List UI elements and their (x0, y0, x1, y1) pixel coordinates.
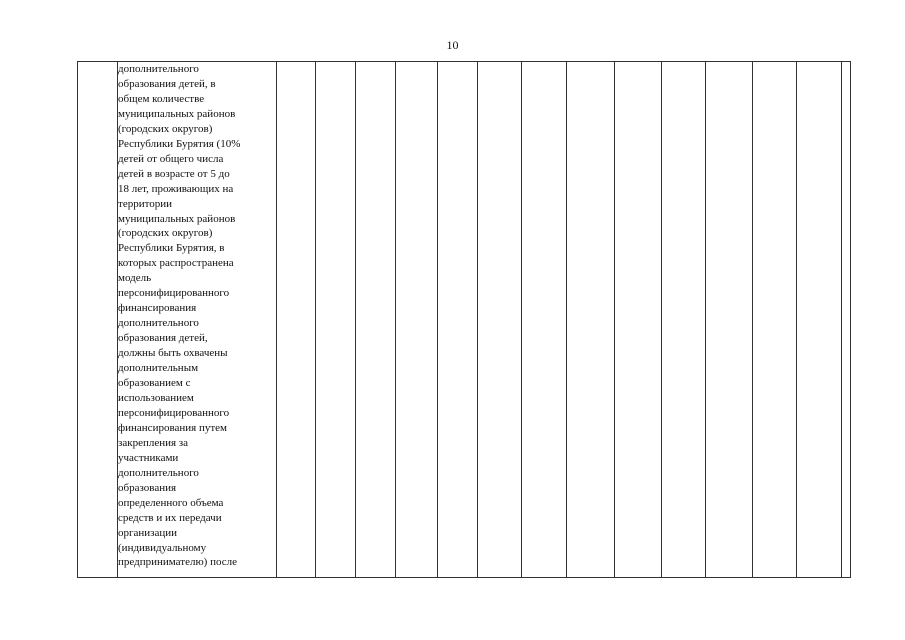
page-number: 10 (446, 38, 459, 52)
table-cell (566, 62, 614, 578)
text-line: дополнительным (118, 362, 199, 375)
table-cell (478, 62, 522, 578)
text-line: организации (118, 526, 178, 539)
text-line: муниципальных районов (118, 212, 236, 225)
text-line: образования детей, (118, 332, 208, 345)
text-line: (городских округов) (118, 122, 213, 135)
text-line: дополнительного (118, 466, 199, 479)
text-line: общем количестве (118, 92, 205, 105)
document-table (77, 61, 851, 578)
text-line: которых распространена (118, 257, 234, 270)
table-cell (797, 62, 842, 578)
text-line: детей в возрасте от 5 до (118, 167, 230, 180)
text-line: должны быть охвачены (118, 347, 228, 360)
text-line: финансирования путем (118, 421, 228, 434)
text-line: (городских округов) (118, 227, 213, 240)
text-line: модель (118, 272, 152, 285)
text-line: дополнительного (118, 63, 199, 75)
indicator-text-cell (118, 62, 277, 578)
text-line: образования детей, в (118, 77, 216, 90)
text-line: использованием (118, 391, 194, 404)
table-cell (438, 62, 478, 578)
text-line: Республики Бурятия (10% (118, 137, 241, 150)
text-line: участниками (118, 451, 179, 464)
table-cell (356, 62, 396, 578)
text-line: предпринимателю) после (118, 556, 237, 569)
table-cell (522, 62, 566, 578)
text-line: муниципальных районов (118, 107, 236, 120)
text-line: (индивидуальному (118, 541, 207, 554)
text-line: территории (118, 197, 173, 210)
text-line: дополнительного (118, 317, 199, 330)
table-row (78, 62, 851, 578)
table-cell (705, 62, 752, 578)
table-cell (842, 62, 851, 578)
text-line: финансирования (118, 302, 197, 315)
text-line: персонифицированного (118, 287, 230, 300)
table-cell (396, 62, 438, 578)
table-cell (752, 62, 796, 578)
text-line: Республики Бурятия, в (118, 242, 225, 255)
text-line: 18 лет, проживающих на (118, 182, 234, 195)
text-line: средств и их передачи (118, 511, 222, 524)
table-cell (78, 62, 118, 578)
text-line: закрепления за (118, 436, 189, 449)
table-cell (615, 62, 662, 578)
text-line: определенного объема (118, 496, 224, 509)
text-line: образования (118, 481, 177, 494)
table-cell (315, 62, 355, 578)
table-cell (662, 62, 705, 578)
text-line: образованием с (118, 377, 191, 390)
text-line: детей от общего числа (118, 152, 224, 165)
text-line: персонифицированного (118, 406, 230, 419)
table-cell (277, 62, 316, 578)
